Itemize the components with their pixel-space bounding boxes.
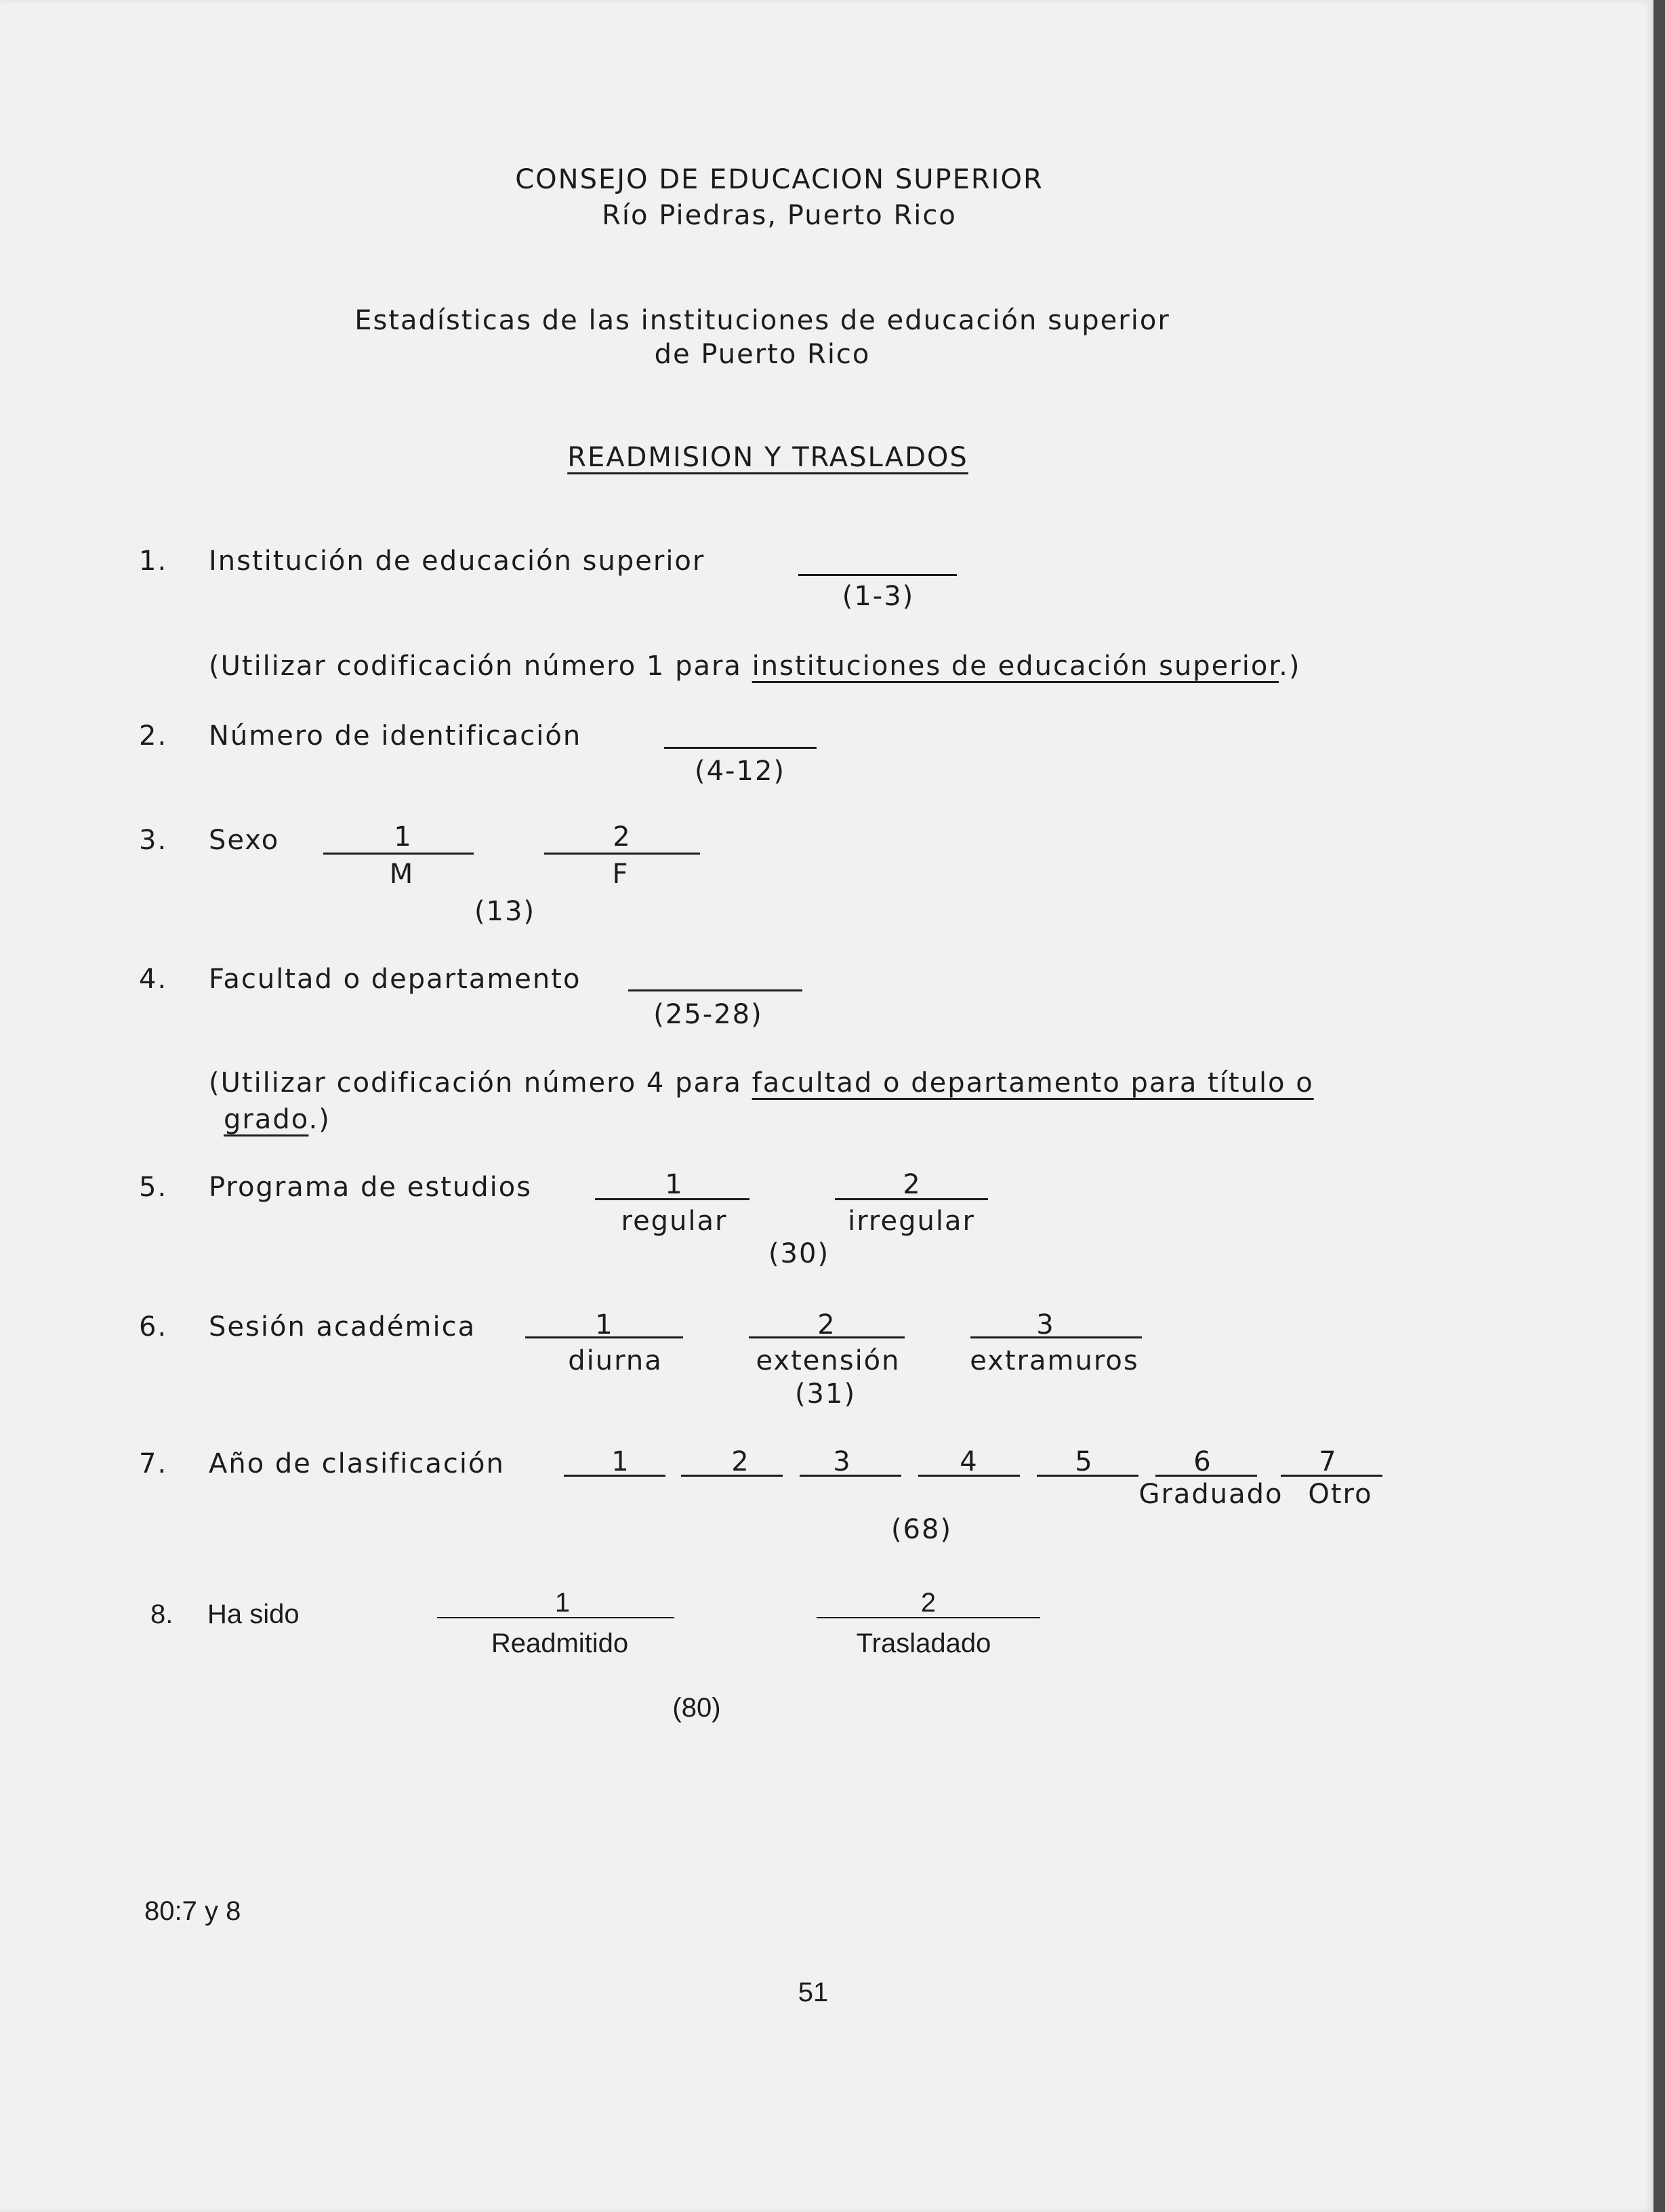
item3-option1-label: M [389, 859, 415, 890]
item7-line-5[interactable] [1037, 1475, 1138, 1477]
page-number: 51 [798, 1978, 829, 2007]
item7-line-1[interactable] [564, 1475, 665, 1477]
item5-number: 5. [139, 1172, 168, 1203]
note4-line2 [224, 1106, 331, 1133]
item7-value-1: 1 [611, 1446, 630, 1477]
item5-option2-line[interactable] [835, 1198, 988, 1200]
note4-link-line1: facultad o departamento para título o [752, 1067, 1314, 1099]
item7-label-7: Otro [1308, 1479, 1373, 1510]
item5-option2-label: irregular [848, 1206, 975, 1237]
item8-option2-value: 2 [920, 1588, 937, 1618]
item6-option1-label: diurna [568, 1345, 663, 1376]
item6-option3-line[interactable] [970, 1336, 1142, 1338]
item7-label: Año de clasificación [209, 1448, 505, 1479]
item1-number: 1. [139, 546, 168, 577]
item7-value-4: 4 [960, 1446, 979, 1477]
item4-code: (25-28) [653, 999, 763, 1030]
item7-value-5: 5 [1075, 1446, 1094, 1477]
item4-label: Facultad o departamento [209, 964, 581, 995]
item6-code: (31) [794, 1378, 857, 1410]
item3-option1-value: 1 [394, 821, 413, 853]
note4-prefix: (Utilizar codificación número 4 para [209, 1067, 752, 1099]
item2-label: Número de identificación [209, 720, 582, 752]
item8-number: 8. [150, 1599, 173, 1629]
item3-option2-value: 2 [613, 821, 632, 853]
item5-option1-value: 1 [665, 1169, 684, 1200]
header-location: Río Piedras, Puerto Rico [602, 200, 957, 231]
item6-option2-label: extensión [756, 1345, 901, 1376]
header-subtitle-line2: de Puerto Rico [654, 339, 871, 370]
item5-code: (30) [768, 1238, 830, 1269]
item7-line-4[interactable] [918, 1475, 1020, 1477]
item7-value-2: 2 [731, 1446, 750, 1477]
item1-code: (1-3) [842, 581, 915, 612]
header-subtitle-line1: Estadísticas de las instituciones de educación superior [354, 305, 1170, 336]
item4-answer-line[interactable] [628, 989, 802, 991]
item3-option2-label: F [612, 859, 630, 890]
item7-line-6[interactable] [1155, 1475, 1257, 1477]
item6-option3-label: extramuros [970, 1345, 1139, 1376]
item8-option2-label: Trasladado [856, 1629, 991, 1658]
section-title: READMISION Y TRASLADOS [567, 442, 968, 473]
item7-line-7[interactable] [1281, 1475, 1382, 1477]
item6-label: Sesión académica [209, 1311, 476, 1343]
item7-value-7: 7 [1319, 1446, 1338, 1477]
item6-option2-line[interactable] [749, 1336, 905, 1338]
item6-option1-line[interactable] [525, 1336, 683, 1338]
item1-label: Institución de educación superior [209, 546, 705, 577]
item6-number: 6. [139, 1311, 168, 1343]
item3-number: 3. [139, 825, 168, 856]
item2-code: (4-12) [695, 756, 785, 787]
note1-suffix: .) [1279, 651, 1301, 682]
item7-value-3: 3 [833, 1446, 852, 1477]
item7-number: 7. [139, 1448, 168, 1479]
item5-option1-label: regular [621, 1206, 728, 1237]
item3-label: Sexo [209, 825, 280, 856]
item5-option1-line[interactable] [595, 1198, 749, 1200]
item8-option2-line[interactable] [817, 1617, 1040, 1618]
item3-option2-line[interactable] [544, 853, 700, 855]
item7-label-6: Graduado [1138, 1479, 1283, 1510]
item1-answer-line[interactable] [798, 574, 957, 576]
item8-label: Ha sido [207, 1599, 300, 1629]
item5-label: Programa de estudios [209, 1172, 533, 1203]
item2-answer-line[interactable] [664, 747, 817, 749]
item4-number: 4. [139, 964, 168, 995]
item7-line-2[interactable] [681, 1475, 783, 1477]
footer-reference: 80:7 y 8 [144, 1896, 241, 1926]
item8-option1-label: Readmitido [491, 1629, 629, 1658]
item3-code: (13) [474, 896, 536, 927]
item7-line-3[interactable] [800, 1475, 901, 1477]
item7-code: (68) [890, 1514, 953, 1545]
item8-option1-line[interactable] [437, 1617, 674, 1618]
item6-option3-value: 3 [1036, 1309, 1055, 1340]
item2-number: 2. [139, 720, 168, 752]
item5-option2-value: 2 [903, 1169, 922, 1200]
note1-prefix: (Utilizar codificación número 1 para [209, 651, 752, 682]
item8-option1-value: 1 [554, 1588, 571, 1618]
note4-suffix: .) [308, 1104, 331, 1135]
item3-option1-line[interactable] [323, 853, 474, 855]
item8-code: (80) [672, 1693, 721, 1723]
note4-link-line2: grado [224, 1104, 309, 1135]
note1-link: instituciones de educación superior [752, 651, 1279, 682]
note4-line1 [209, 1069, 1314, 1097]
item6-option1-value: 1 [595, 1309, 614, 1340]
item6-option2-value: 2 [817, 1309, 836, 1340]
header-org: CONSEJO DE EDUCACION SUPERIOR [515, 164, 1044, 195]
note1 [209, 653, 1300, 680]
item7-value-6: 6 [1193, 1446, 1212, 1477]
